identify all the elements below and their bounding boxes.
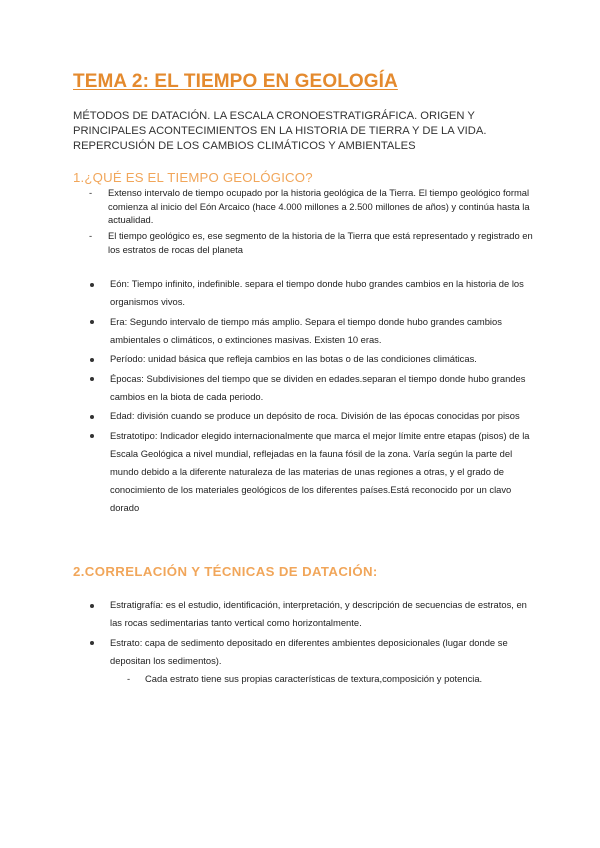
bullet-dot-icon [90,283,94,287]
section-1-dash-list [73,186,533,259]
section-1-bullet-list [73,275,533,519]
bullet-item-era: Era: Segundo intervalo de tiempo más amplio. Separa el tiempo donde hubo grandes cambios ambientales o climáticos, o extinciones masivas. Existen 10 eras. [73,313,533,349]
dash-marker: - [89,230,93,241]
page-subtitle: MÉTODOS DE DATACIÓN. LA ESCALA CRONOESTRATIGRÁFICA. ORIGEN Y PRINCIPALES ACONTECIMIENTOS EN LA HISTORIA DE TIERRA Y DE LA VIDA. REPERCUSIÓN DE LOS CAMBIOS CLIMÁTICOS Y AMBIENTALES [73,110,487,152]
section-2-bullet-list [73,596,533,689]
bullet-dot-icon [90,604,94,608]
dash-marker: - [89,187,93,198]
dash-item: - Extenso intervalo de tiempo ocupado por la historia geológica de la Tierra. El tiempo geológico formal comienza al inicio del Eón Arcaico (hace 4.000 millones a 2.500 millones de años) y continúa hasta la actualidad. [89,187,530,225]
bullet-item-epocas: Épocas: Subdivisiones del tiempo que se dividen en edades.separan el tiempo donde hubo grandes cambios en la biota de cada periodo. [73,370,533,406]
bullet-dot-icon [90,320,94,324]
bullet-item-estratotipo: Estratotipo: Indicador elegido internacionalmente que marca el mejor límite entre etapas (pisos) de la Escala Geológica a nivel mundial, reflejadas en la fauna fósil de la zona. Varía según la parte del mundo debido a la diferente naturaleza de las materias de unas regiones a otras, y el grado de conocimiento de los materiales geológicos de los diferentes países.Está reconocido por un clavo dorado [73,427,533,517]
bullet-item-estrato: Estrato: capa de sedimento depositado en diferentes ambientes deposicionales (lugar donde se depositan los sedimentos). - Cada estrato tiene sus propias características de textura,composición y potencia. [73,634,533,688]
sub-dash-item: - Cada estrato tiene sus propias características de textura,composición y potencia. [110,670,533,688]
sub-dash-list [110,670,533,688]
page-title: TEMA 2: EL TIEMPO EN GEOLOGÍA [73,71,398,92]
bullet-dot-icon [90,641,94,645]
bullet-dot-icon [90,434,94,438]
bullet-item-periodo: Período: unidad básica que refleja cambios en las botas o de las condiciones climáticas. [73,350,533,368]
dash-marker: - [127,672,131,684]
bullet-item-eon: Eón: Tiempo infinito, indefinible. separa el tiempo donde hubo grandes cambios en la historia de los organismos vivos. [73,275,533,311]
section-1-heading: 1.¿QUÉ ES EL TIEMPO GEOLÓGICO? [73,170,313,185]
bullet-item-edad: Edad: división cuando se produce un depósito de roca. División de las épocas conocidas por pisos [73,407,533,425]
bullet-dot-icon [90,377,94,381]
dash-item: - El tiempo geológico es, ese segmento de la historia de la Tierra que está representado y registrado en los estratos de rocas del planeta [89,230,533,255]
bullet-dot-icon [90,358,94,362]
bullet-item-estratigrafia: Estratigrafía: es el estudio, identificación, interpretación, y descripción de secuencias de estratos, en las rocas sedimentarias tanto vertical como horizontalmente. [73,596,533,632]
section-2-heading: 2.CORRELACIÓN Y TÉCNICAS DE DATACIÓN: [73,564,378,579]
bullet-dot-icon [90,415,94,419]
